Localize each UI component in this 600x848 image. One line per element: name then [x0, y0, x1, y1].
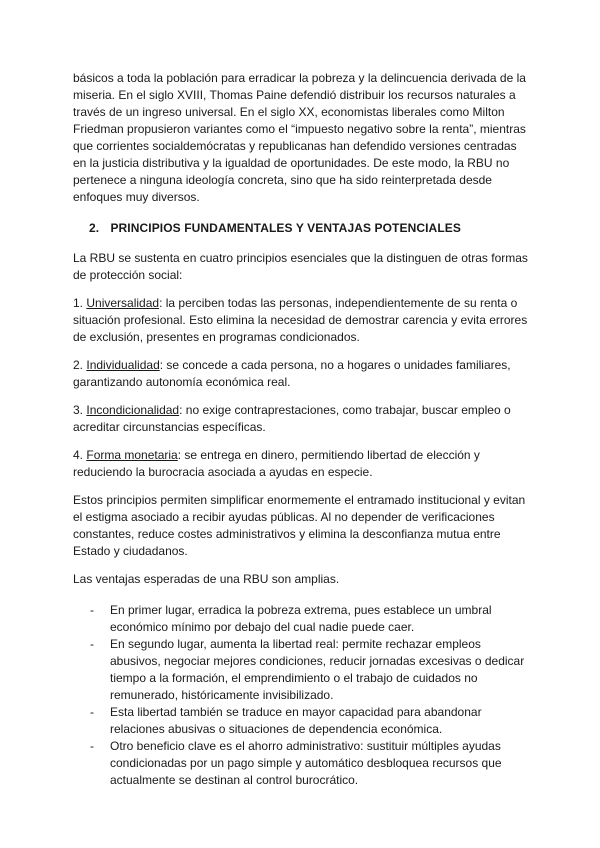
- document-page: [73, 70, 533, 789]
- principles-intro: La RBU se sustenta en cuatro principios esenciales que la distinguen de otras formas de protección social:: [73, 251, 528, 282]
- principle-item: [73, 295, 533, 346]
- bullet-dash: -: [90, 739, 94, 753]
- advantage-text: Esta libertad también se traduce en mayor capacidad para abandonar relaciones abusivas o situaciones de dependencia económica.: [110, 705, 482, 736]
- principle-term: Individualidad: [86, 358, 160, 372]
- principle-number: 3.: [73, 403, 84, 417]
- principle-text: : la perciben todas las personas, independientemente de su renta o situación profesional. Esto elimina la necesidad de demostrar carencia y evita errores de exclusión, presentes en programas condicionados.: [73, 296, 528, 344]
- principle-item: [73, 447, 533, 481]
- list-item: [73, 704, 533, 738]
- advantages-intro: Las ventajas esperadas de una RBU son amplias.: [73, 572, 340, 586]
- principle-item: [73, 402, 533, 436]
- advantage-text: En segundo lugar, aumenta la libertad real: permite rechazar empleos abusivos, negociar mejores condiciones, reducir jornadas excesivas o dedicar tiempo a la formación, el emprendimiento o el trabajo de cuidados no remunerado, históricamente invisibilizado.: [110, 637, 525, 702]
- section-title: PRINCIPIOS FUNDAMENTALES Y VENTAJAS POTENCIALES: [110, 221, 461, 235]
- section-heading: [89, 220, 533, 237]
- principles-summary: Estos principios permiten simplificar enormemente el entramado institucional y evitan el estigma asociado a recibir ayudas públicas. Al no depender de verificaciones constantes, reduce costes administrativos y elimina la desconfianza mutua entre Estado y ciudadanos.: [73, 493, 526, 558]
- list-item: [73, 636, 533, 704]
- intro-paragraph: básicos a toda la población para erradicar la pobreza y la delincuencia derivada de la miseria. En el siglo XVIII, Thomas Paine defendió distribuir los recursos naturales a través de un ingreso universal. En el siglo XX, economistas liberales como Milton Friedman propusieron variantes como el “impuesto negativo sobre la renta”, mientras que corrientes socialdemócratas y republicanas han defendido versiones centradas en la justicia distributiva y la igualdad de oportunidades. De este modo, la RBU no pertenece a ninguna ideología concreta, sino que ha sido reinterpretada desde enfoques muy diversos.: [73, 71, 526, 204]
- section-number: 2.: [89, 221, 100, 235]
- advantages-list: [73, 602, 533, 789]
- principle-term: Incondicionalidad: [86, 403, 180, 417]
- principle-term: Universalidad: [86, 296, 160, 310]
- advantage-text: En primer lugar, erradica la pobreza extrema, pues establece un umbral económico mínimo por debajo del cual nadie puede caer.: [110, 603, 492, 634]
- principle-item: [73, 357, 533, 391]
- list-item: [73, 738, 533, 789]
- bullet-dash: -: [90, 637, 94, 651]
- list-item: [73, 602, 533, 636]
- principle-term: Forma monetaria: [86, 448, 178, 462]
- bullet-dash: -: [90, 603, 94, 617]
- principle-text: : se entrega en dinero, permitiendo libertad de elección y reduciendo la burocracia asociada a ayudas en especie.: [73, 448, 480, 479]
- principle-number: 1.: [73, 296, 84, 310]
- principle-number: 2.: [73, 358, 84, 372]
- bullet-dash: -: [90, 705, 94, 719]
- principle-text: : se concede a cada persona, no a hogares o unidades familiares, garantizando autonomía económica real.: [73, 358, 511, 389]
- principle-number: 4.: [73, 448, 84, 462]
- advantage-text: Otro beneficio clave es el ahorro administrativo: sustituir múltiples ayudas condicionadas por un pago simple y automático desbloquea recursos que actualmente se destinan al control burocrático.: [110, 739, 502, 787]
- principle-text: : no exige contraprestaciones, como trabajar, buscar empleo o acreditar circunstancias específicas.: [73, 403, 511, 434]
